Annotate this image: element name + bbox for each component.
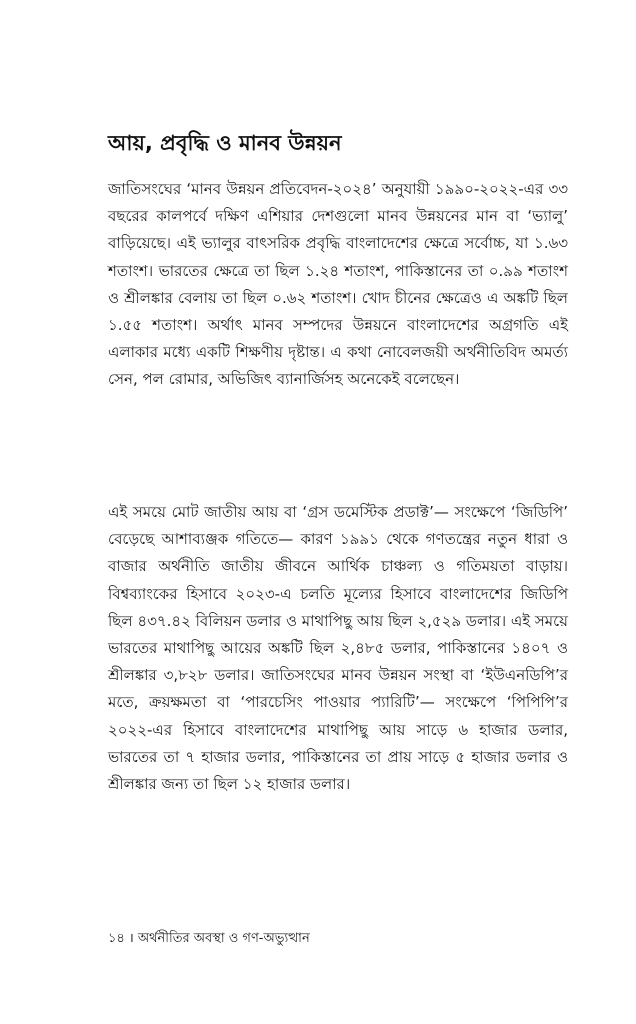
footer-separator: । — [128, 931, 134, 946]
page-number: ১৪ — [108, 931, 125, 946]
paragraph-gdp-income: এই সময়ে মোট জাতীয় আয় বা ‘গ্রস ডমেস্টিক প্রডাক্ট’— সংক্ষেপে ‘জিডিপি’ বেড়েছে আশাব্যঞ্জক গতিতে— কারণ ১৯৯১ থেকে গণতন্ত্রের নতুন ধারা ও বাজার অর্থনীতি জাতীয় জীবনে আর্থিক চাঞ্চল্য ও গতিময়তা বাড়ায়। বিশ্বব্যাংকের হিসাবে ২০২৩-এ চলতি মূল্যের হিসাবে বাংলাদেশের জিডিপি ছিল ৪৩৭.৪২ বিলিয়ন ডলার ও মাথাপিছু আয় ছিল ২,৫২৯ ডলার। এই সময়ে ভারতের মাথাপিছু আয়ের অঙ্কটি ছিল ২,৪৮৫ ডলার, পাকিস্তানের ১৪০৭ ও শ্রীলঙ্কার ৩,৮২৮ ডলার। জাতিসংঘের মানব উন্নয়ন সংস্থা বা ‘ইউএনডিপি’র মতে, ক্রয়ক্ষমতা বা ‘পারচেসিং পাওয়ার প্যারিটি’— সংক্ষেপে ‘পিপিপি’র ২০২২-এর হিসাবে বাংলাদেশের মাথাপিছু আয় সাড়ে ৬ হাজার ডলার, ভারতের তা ৭ হাজার ডলার, পাকিস্তানের তা প্রায় সাড়ে ৫ হাজার ডলার ও শ্রীলঙ্কার জন্য তা ছিল ১২ হাজার ডলার। — [108, 503, 568, 794]
paragraph-human-development: জাতিসংঘের ‘মানব উন্নয়ন প্রতিবেদন-২০২৪’ অনুযায়ী ১৯৯০-২০২২-এর ৩৩ বছরের কালপর্বে দক্ষিণ এশিয়ার দেশগুলো মানব উন্নয়নের মান বা ‘ভ্যালু’ বাড়িয়েছে। এই ভ্যালুর বাৎসরিক প্রবৃদ্ধি বাংলাদেশের ক্ষেত্রে সর্বোচ্চ, যা ১.৬৩ শতাংশ। ভারতের ক্ষেত্রে তা ছিল ১.২৪ শতাংশ, পাকিস্তানের তা ০.৯৯ শতাংশ ও শ্রীলঙ্কার বেলায় তা ছিল ০.৬২ শতাংশ। খোদ চীনের ক্ষেত্রেও এ অঙ্কটি ছিল ১.৫৫ শতাংশ। অর্থাৎ মানব সম্পদের উন্নয়নে বাংলাদেশের অগ্রগতি এই এলাকার মধ্যে একটি শিক্ষণীয় দৃষ্টান্ত। এ কথা নোবেলজয়ী অর্থনীতিবিদ অমর্ত্য সেন, পল রোমার, অভিজিৎ ব্যানার্জিসহ অনেকেই বলেছেন। — [108, 180, 568, 389]
running-title: অর্থনীতির অবস্থা ও গণ-অভ্যুত্থান — [137, 931, 310, 946]
section-heading: আয়, প্রবৃদ্ধি ও মানব উন্নয়ন — [108, 131, 342, 155]
page-footer — [108, 929, 568, 949]
